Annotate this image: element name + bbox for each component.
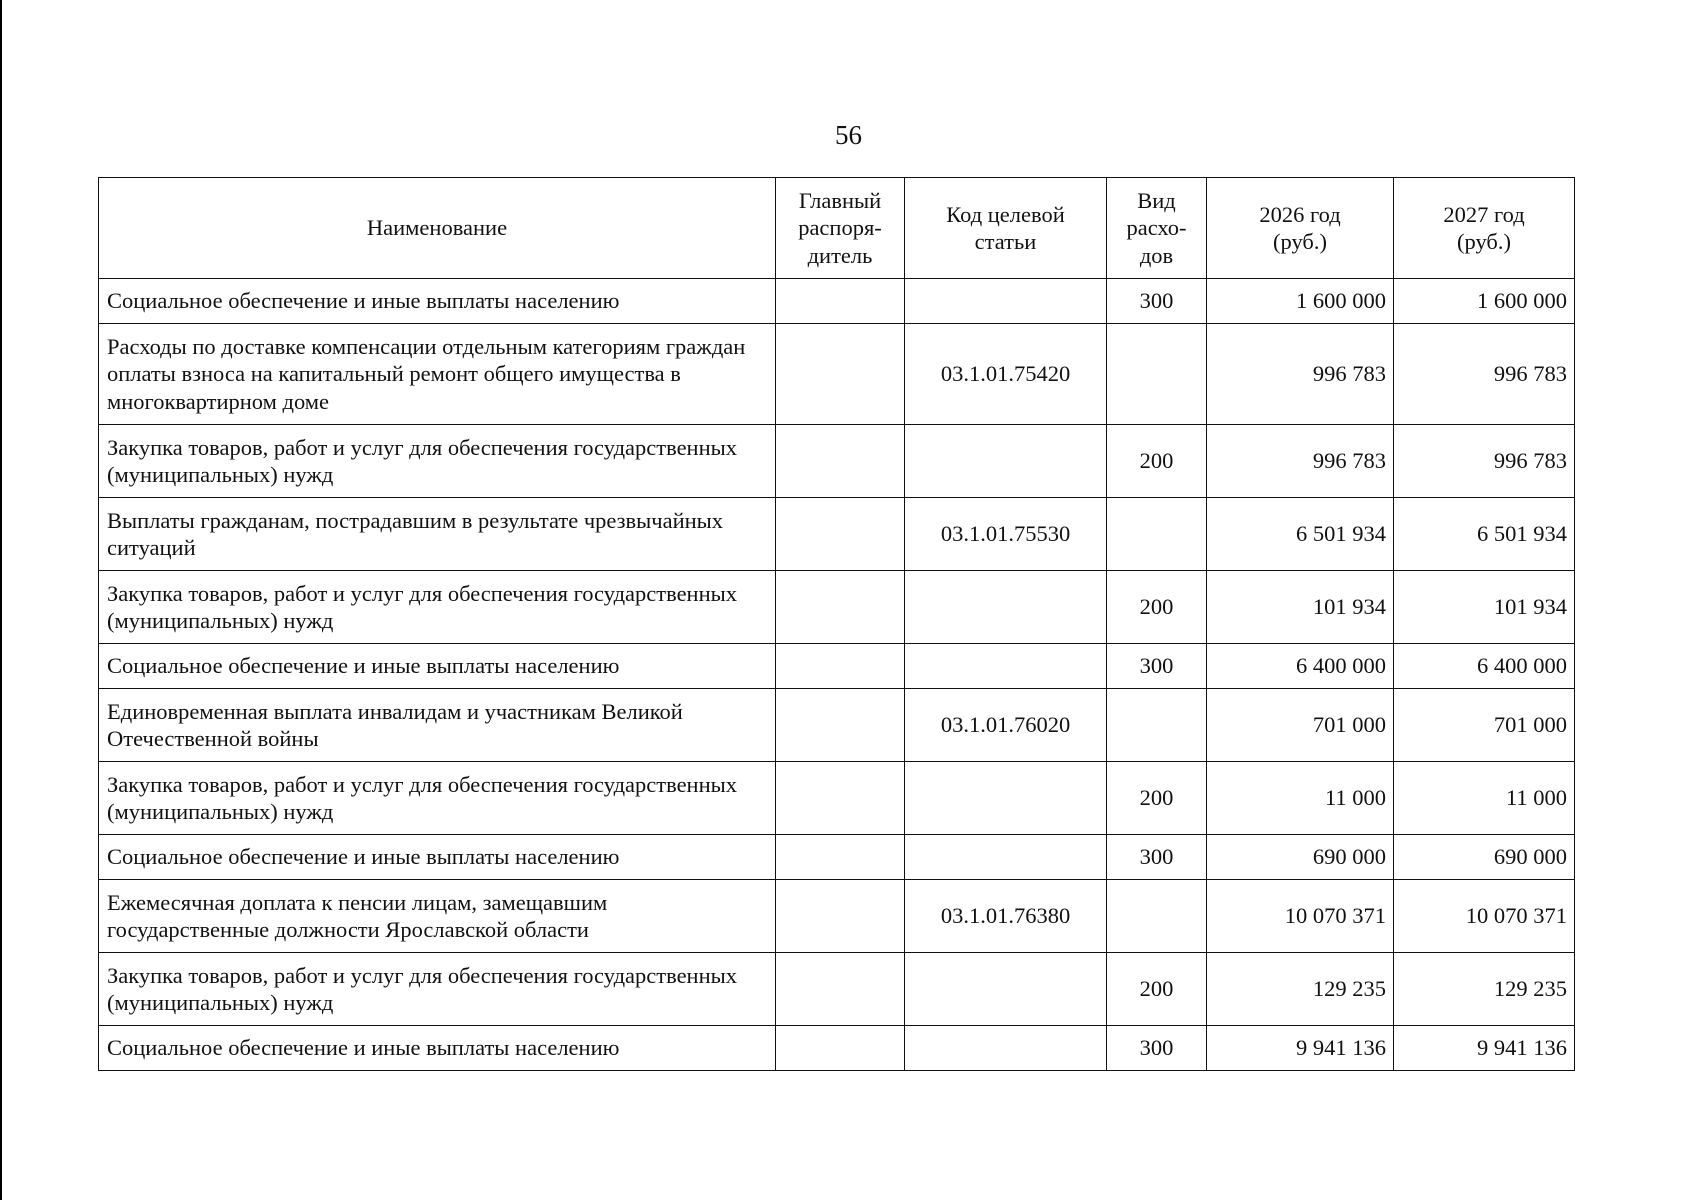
row-manager (776, 689, 905, 762)
row-name: Социальное обеспечение и иные выплаты населению (99, 644, 776, 689)
row-amount-2026: 101 934 (1207, 571, 1394, 644)
row-amount-2026: 6 400 000 (1207, 644, 1394, 689)
row-name: Закупка товаров, работ и услуг для обеспечения государственных (муниципальных) нужд (99, 762, 776, 835)
table-row (99, 324, 1575, 425)
row-name: Закупка товаров, работ и услуг для обеспечения государственных (муниципальных) нужд (99, 953, 776, 1026)
row-kind: 200 (1107, 571, 1207, 644)
row-amount-2027: 10 070 371 (1394, 880, 1575, 953)
row-manager (776, 835, 905, 880)
header-kind: Вид расхо- дов (1107, 178, 1207, 279)
table-row (99, 279, 1575, 324)
page-number: 56 (835, 120, 862, 150)
table-row (99, 644, 1575, 689)
row-amount-2027: 6 501 934 (1394, 498, 1575, 571)
header-manager: Главный распоря- дитель (776, 178, 905, 279)
row-kind: 300 (1107, 644, 1207, 689)
header-2026: 2026 год (руб.) (1207, 178, 1394, 279)
row-manager (776, 498, 905, 571)
row-kind (1107, 689, 1207, 762)
row-manager (776, 571, 905, 644)
row-manager (776, 953, 905, 1026)
row-code (905, 835, 1107, 880)
row-name: Единовременная выплата инвалидам и участникам Великой Отечественной войны (99, 689, 776, 762)
row-code: 03.1.01.76020 (905, 689, 1107, 762)
row-kind: 300 (1107, 835, 1207, 880)
row-kind: 200 (1107, 953, 1207, 1026)
row-code (905, 571, 1107, 644)
row-amount-2027: 11 000 (1394, 762, 1575, 835)
row-amount-2027: 1 600 000 (1394, 279, 1575, 324)
row-manager (776, 644, 905, 689)
header-code: Код целевой статьи (905, 178, 1107, 279)
row-code (905, 425, 1107, 498)
row-code: 03.1.01.75530 (905, 498, 1107, 571)
row-kind (1107, 324, 1207, 425)
row-manager (776, 425, 905, 498)
row-name: Ежемесячная доплата к пенсии лицам, замещавшим государственные должности Ярославской области (99, 880, 776, 953)
row-amount-2026: 1 600 000 (1207, 279, 1394, 324)
row-code: 03.1.01.76380 (905, 880, 1107, 953)
row-amount-2027: 129 235 (1394, 953, 1575, 1026)
row-amount-2026: 129 235 (1207, 953, 1394, 1026)
table-row (99, 498, 1575, 571)
row-amount-2026: 9 941 136 (1207, 1026, 1394, 1071)
table-row (99, 571, 1575, 644)
row-name: Закупка товаров, работ и услуг для обеспечения государственных (муниципальных) нужд (99, 425, 776, 498)
table-row (99, 880, 1575, 953)
row-code (905, 762, 1107, 835)
row-kind: 200 (1107, 762, 1207, 835)
row-code (905, 953, 1107, 1026)
row-name: Расходы по доставке компенсации отдельным категориям граждан оплаты взноса на капитальный ремонт общего имущества в многоквартирном доме (99, 324, 776, 425)
header-name: Наименование (99, 178, 776, 279)
row-code (905, 644, 1107, 689)
row-amount-2026: 6 501 934 (1207, 498, 1394, 571)
row-amount-2026: 690 000 (1207, 835, 1394, 880)
row-manager (776, 880, 905, 953)
row-amount-2027: 101 934 (1394, 571, 1575, 644)
row-amount-2027: 996 783 (1394, 425, 1575, 498)
table-row (99, 425, 1575, 498)
row-amount-2026: 996 783 (1207, 324, 1394, 425)
row-name: Социальное обеспечение и иные выплаты населению (99, 835, 776, 880)
header-2027: 2027 год (руб.) (1394, 178, 1575, 279)
table-row (99, 689, 1575, 762)
row-kind (1107, 880, 1207, 953)
row-name: Выплаты гражданам, пострадавшим в результате чрезвычайных ситуаций (99, 498, 776, 571)
table-header-row (99, 178, 1575, 279)
row-code (905, 1026, 1107, 1071)
row-name: Социальное обеспечение и иные выплаты населению (99, 1026, 776, 1071)
row-kind: 300 (1107, 1026, 1207, 1071)
budget-table (98, 177, 1575, 1071)
row-kind: 200 (1107, 425, 1207, 498)
row-amount-2026: 11 000 (1207, 762, 1394, 835)
row-amount-2027: 690 000 (1394, 835, 1575, 880)
row-name: Социальное обеспечение и иные выплаты населению (99, 279, 776, 324)
row-kind (1107, 498, 1207, 571)
row-amount-2027: 6 400 000 (1394, 644, 1575, 689)
row-amount-2027: 701 000 (1394, 689, 1575, 762)
row-manager (776, 762, 905, 835)
row-amount-2027: 9 941 136 (1394, 1026, 1575, 1071)
row-amount-2026: 10 070 371 (1207, 880, 1394, 953)
row-amount-2027: 996 783 (1394, 324, 1575, 425)
table-row (99, 953, 1575, 1026)
row-manager (776, 1026, 905, 1071)
row-manager (776, 279, 905, 324)
row-manager (776, 324, 905, 425)
row-amount-2026: 996 783 (1207, 425, 1394, 498)
row-name: Закупка товаров, работ и услуг для обеспечения государственных (муниципальных) нужд (99, 571, 776, 644)
scan-edge-line (0, 0, 2, 1200)
table-row (99, 835, 1575, 880)
table-row (99, 1026, 1575, 1071)
row-kind: 300 (1107, 279, 1207, 324)
row-code: 03.1.01.75420 (905, 324, 1107, 425)
row-amount-2026: 701 000 (1207, 689, 1394, 762)
row-code (905, 279, 1107, 324)
table-row (99, 762, 1575, 835)
